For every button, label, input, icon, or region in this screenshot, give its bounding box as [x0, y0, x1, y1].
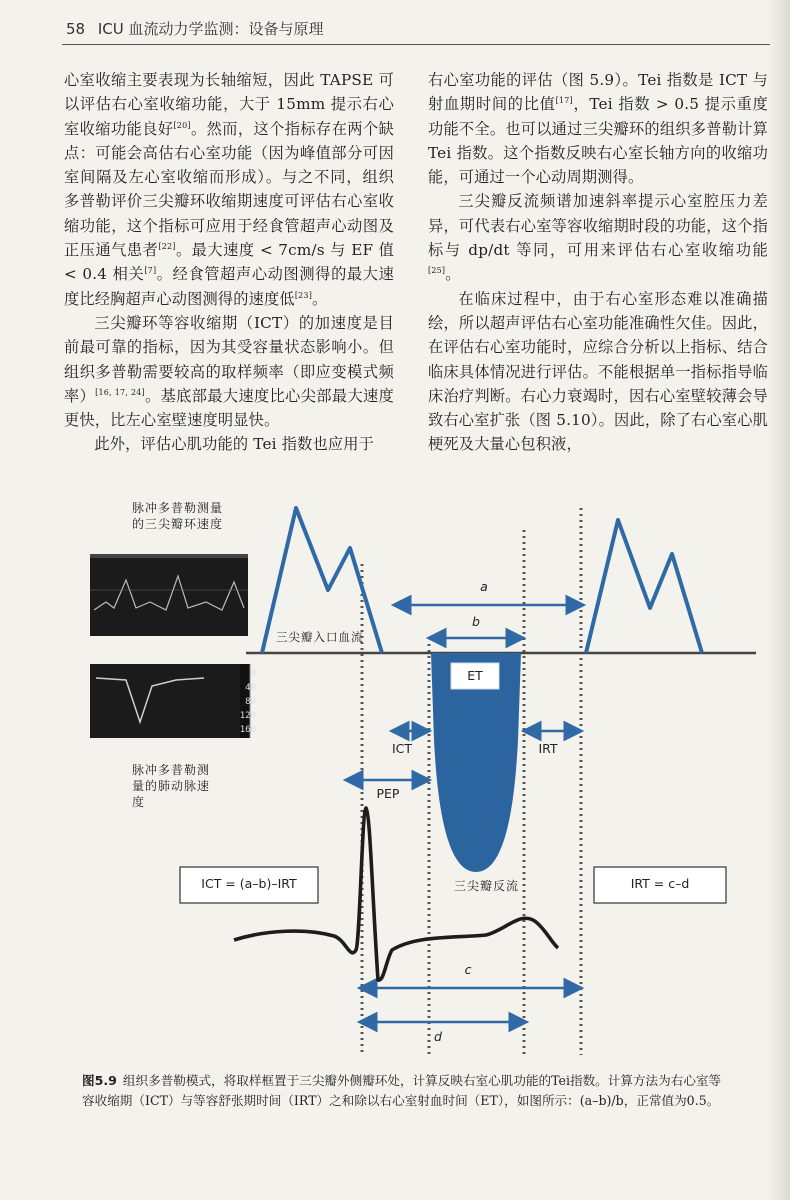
- label-a: a: [480, 579, 488, 594]
- citation: [7]: [144, 266, 157, 276]
- citation: [23]: [294, 290, 313, 300]
- right-text-column: [428, 68, 768, 457]
- text-run: 。经食管超声心动图测得的最大速度比经胸超声心动图测得的速度低: [64, 265, 395, 308]
- header-rule: [62, 44, 770, 45]
- text-run: 。: [312, 289, 328, 308]
- scale-tick: 0: [250, 669, 256, 679]
- left-paragraph-2: [64, 311, 394, 432]
- label-b: b: [472, 614, 480, 629]
- label-et: ET: [467, 668, 483, 683]
- label-c: c: [464, 962, 472, 977]
- formula-irt: IRT = c–d: [630, 876, 690, 891]
- book-title: ICU 血流动力学监测：设备与原理: [97, 20, 324, 38]
- doppler-scale: [236, 667, 256, 737]
- label-irt: IRT: [538, 741, 558, 756]
- label-tricuspid-regurgitation: 三尖瓣反流: [454, 879, 520, 893]
- text-run: 。: [445, 265, 461, 284]
- text-run: 。基底部最大速度比心尖部最大速度更快，比左心室壁速度明显快。: [64, 386, 394, 430]
- citation: [22]: [158, 242, 176, 252]
- label-ict: ICT: [391, 741, 413, 756]
- scale-tick: 120: [239, 711, 256, 721]
- text-run: 。然而，这个指标存在两个缺点：可能会高估右心室功能（因为峰值部分可因室间隔及左心室收缩而形成）。与之不同，组织多普勒评价三尖瓣环收缩期速度可评估右心室收缩功能，这个指标可应用于经食管超声心动图及正压通气患者: [64, 119, 394, 260]
- text-run: 右心室功能的评估（图 5.9）。Tei 指数是 ICT 与射血期时间的比值: [428, 71, 768, 114]
- tissue-doppler-image: [90, 554, 248, 636]
- left-text-column: [64, 68, 394, 457]
- formula-ict: ICT = (a–b)–IRT: [201, 876, 297, 891]
- left-paragraph-1: [64, 68, 394, 311]
- text-run: ，Tei 指数 > 0.5 提示重度功能不全。也可以通过三尖瓣环的组织多普勒计算 Tei 指数。这个指数反映右心室长轴方向的收缩功能，可通过一个心动周期测得。: [428, 95, 768, 187]
- text-run: 。最大速度 < 7cm/s 与 EF 值 < 0.4 相关: [64, 241, 394, 284]
- label-tissue-doppler: 脉冲多普勒测量的三尖瓣环速度: [132, 501, 224, 531]
- label-pep: PEP: [376, 786, 400, 801]
- text-run: 三尖瓣反流频谱加速斜率提示心室腔压力差异，可代表右心室等容收缩期时段的功能，这个指标与 dp/dt 等同，可用来评估右心室收缩功能: [428, 192, 768, 260]
- citation: [25]: [428, 266, 446, 276]
- pulmonary-doppler-image: [90, 664, 250, 738]
- left-paragraph-3: 此外，评估心肌功能的 Tei 指数也应用于: [94, 435, 375, 454]
- label-pulmonary-doppler: 脉冲多普勒测量的肺动脉速度: [132, 763, 211, 809]
- caption-text: 组织多普勒模式，将取样框置于三尖瓣外侧瓣环处，计算反映右室心肌功能的Tei指数。计算方法为右心室等容收缩期（ICT）与等容舒张期时间（IRT）之和除以右心室射血时间（ET），如图所示：(a–b)/b，正常值为0.5。: [82, 1073, 722, 1108]
- figure-caption: [82, 1071, 732, 1111]
- tricuspid-inflow-wave-right: [586, 520, 702, 653]
- citation: [20]: [173, 120, 191, 130]
- page-number: 58: [66, 20, 86, 38]
- right-paragraph-3: 在临床过程中，由于右心室形态难以准确描绘，所以超声评估右心室功能准确性欠佳。因此，在评估右心室功能时，应综合分析以上指标、结合临床具体情况进行评估。不能根据单一指标指导临床治疗判断。右心力衰竭时，因右心室壁较薄会导致右心室扩张（图 5.10）。因此，除了右心室心肌梗死及大量心包积液，: [428, 289, 768, 454]
- caption-figure-number: 图5.9: [82, 1073, 117, 1088]
- label-tricuspid-inflow: 三尖瓣入口血流: [276, 630, 364, 644]
- text-run: 心室收缩主要表现为长轴缩短，因此 TAPSE 可以评估右心室收缩功能，大于 15mm 提示右心室收缩功能良好: [64, 71, 394, 138]
- figure-5-9: [66, 490, 766, 1055]
- citation: [16, 17, 24]: [95, 387, 145, 397]
- citation: [17]: [555, 96, 573, 106]
- label-d: d: [434, 1029, 442, 1044]
- running-head: [66, 18, 324, 39]
- right-paragraph-2: [428, 189, 768, 286]
- scale-tick: 80: [245, 697, 256, 707]
- text-run: 三尖瓣环等容收缩期（ICT）的加速度是目前最可靠的指标，因为其受容量状态影响小。但组织多普勒需要较高的取样频率（即应变模式频率）: [64, 313, 394, 405]
- scale-tick: 40: [245, 683, 256, 693]
- right-paragraph-1: [428, 68, 768, 189]
- scale-tick: 160: [239, 725, 256, 735]
- page-edge-shadow: [768, 0, 790, 1200]
